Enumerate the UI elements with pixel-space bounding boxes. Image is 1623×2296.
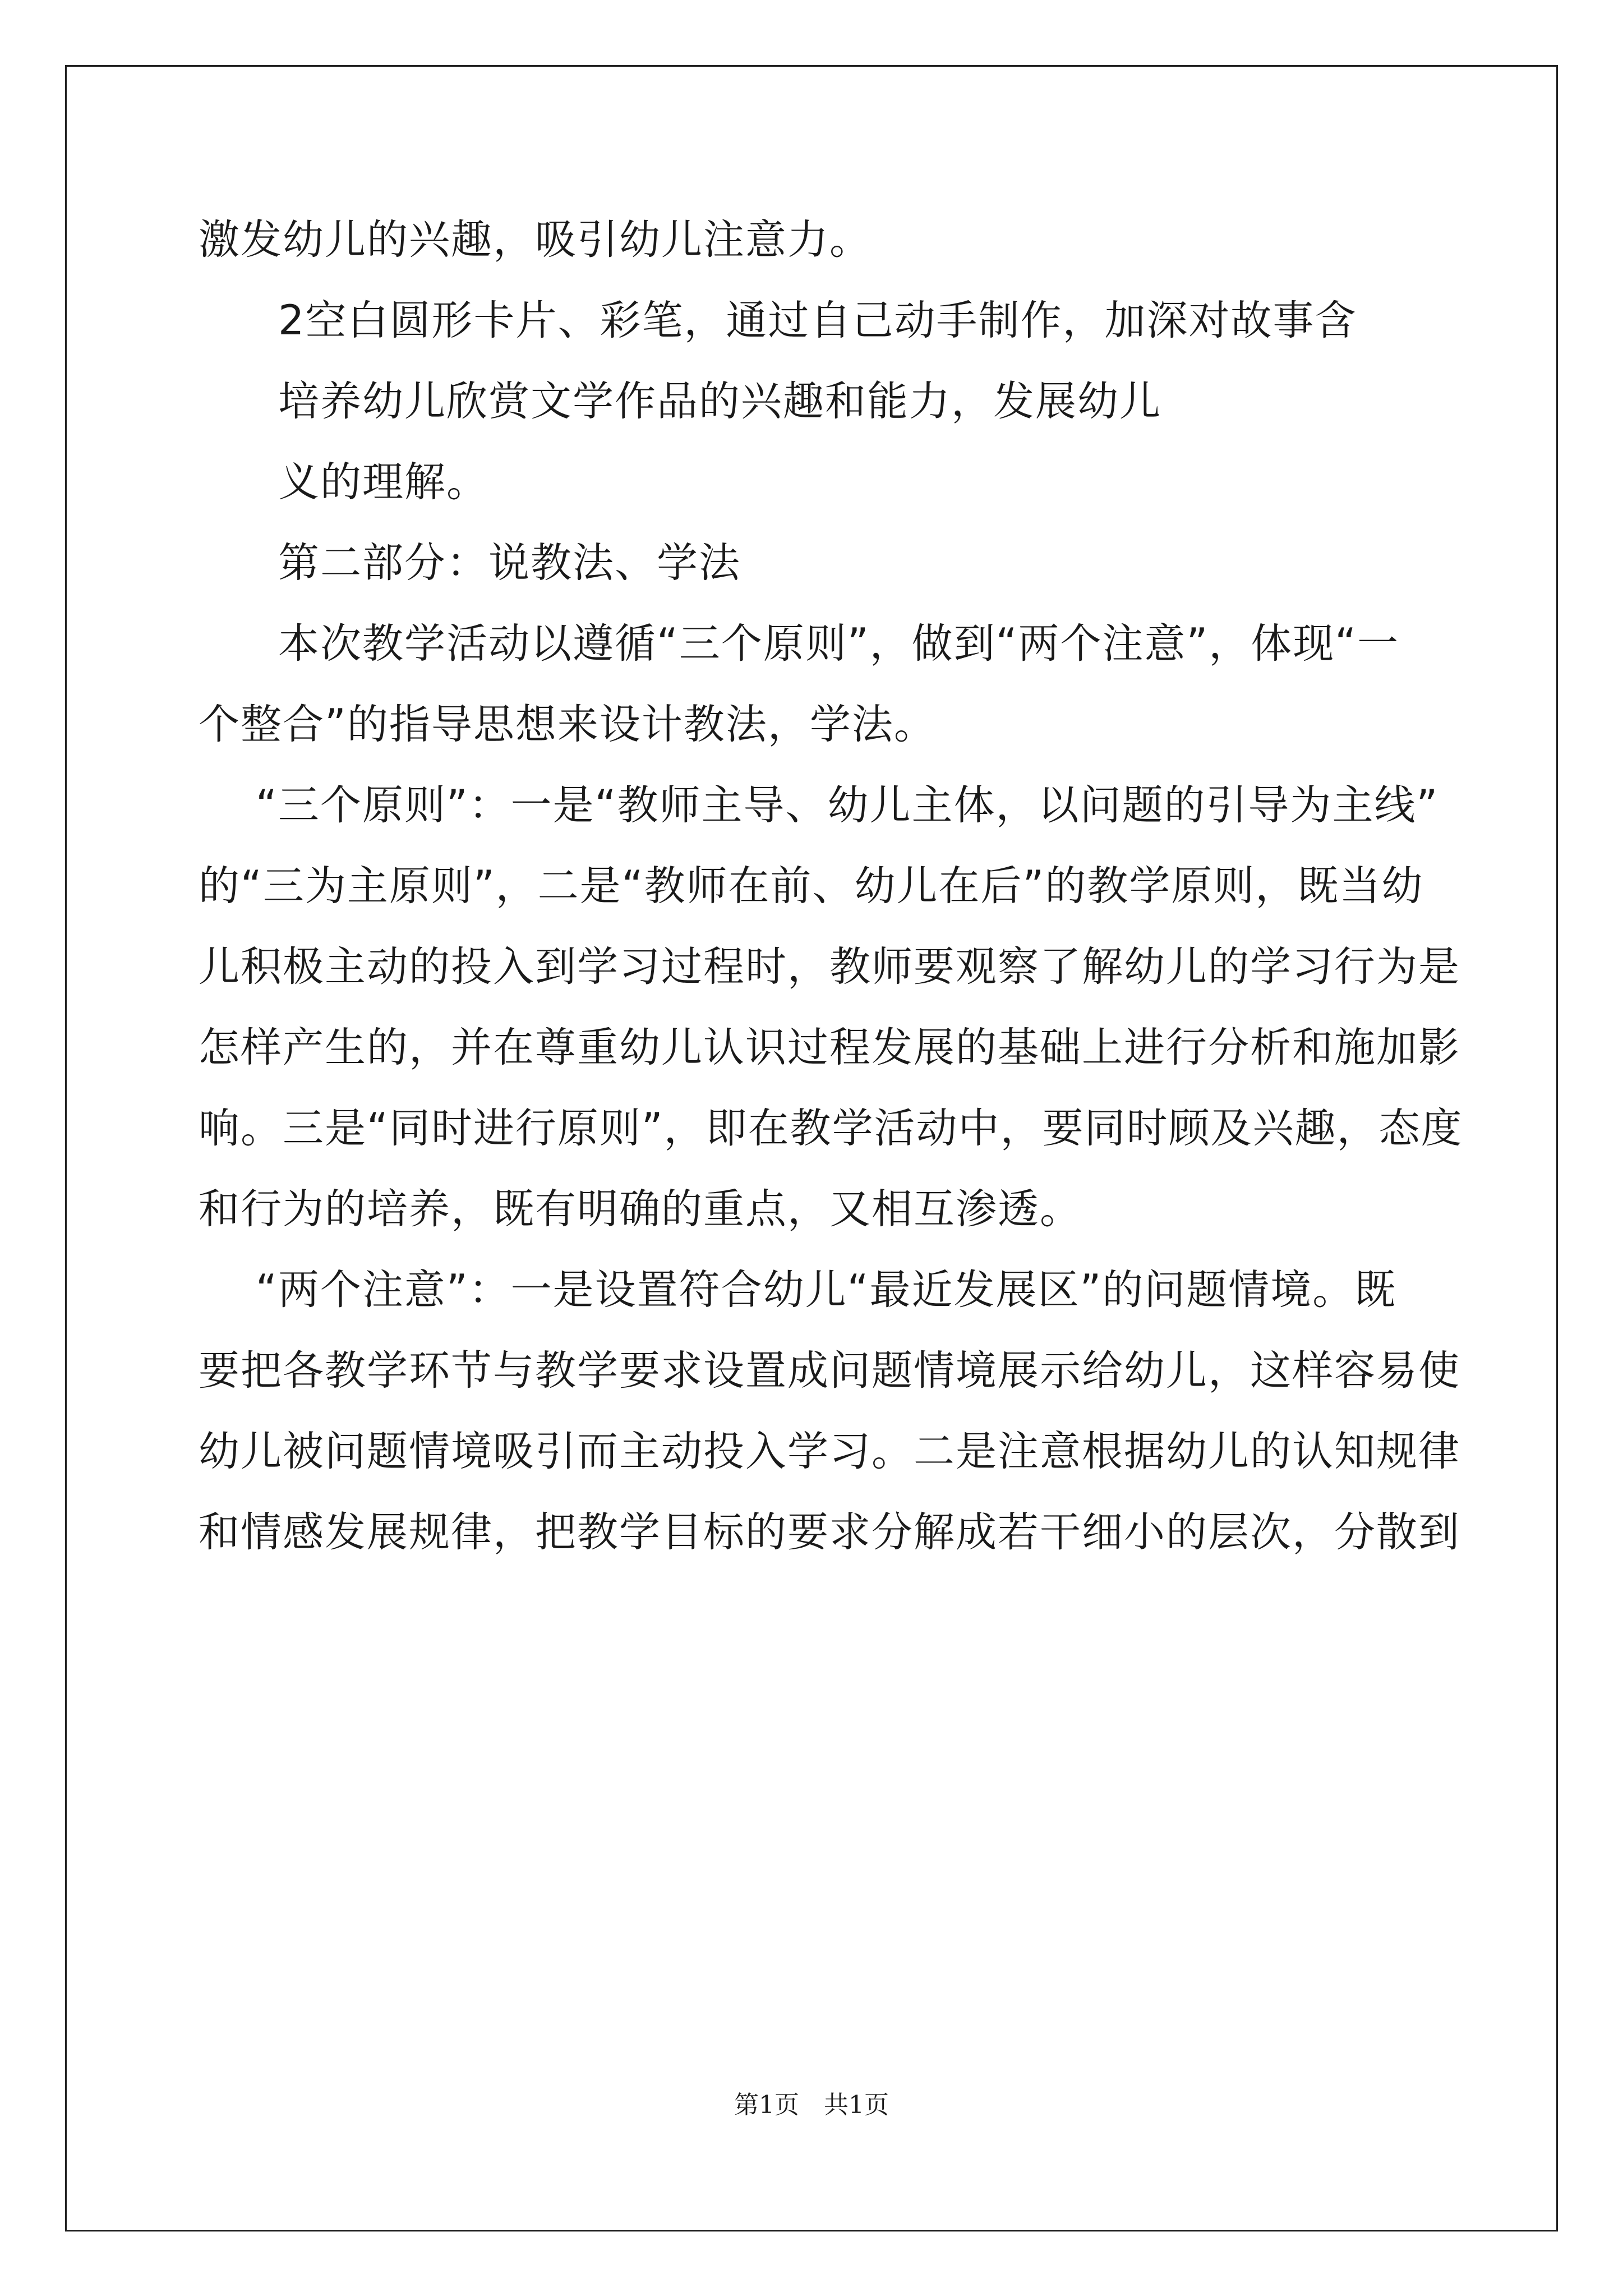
text-line: “两个注意”：一是设置符合幼儿“最近发展区”的问题情境。既 <box>256 1266 1397 1314</box>
text-line: 的“三为主原则”，二是“教师在前、幼儿在后”的教学原则，既当幼 <box>199 862 1424 910</box>
page-number: 第1页 共1页 <box>734 2091 889 2119</box>
text-line: 和情感发展规律，把教学目标的要求分解成若干细小的层次，分散到 <box>199 1508 1460 1556</box>
text-line: 义的理解。 <box>278 458 488 506</box>
text-line: 和行为的培养，既有明确的重点，又相互渗透。 <box>199 1185 1082 1233</box>
text-line: 2空白圆形卡片、彩笔，通过自己动手制作，加深对故事含 <box>278 297 1357 344</box>
text-line: 响。三是“同时进行原则”，即在教学活动中，要同时顾及兴趣，态度 <box>199 1105 1463 1152</box>
section-heading: 第二部分：说教法、学法 <box>278 539 741 587</box>
text-line: 要把各教学环节与教学要求设置成问题情境展示给幼儿，这样容易使 <box>199 1347 1460 1395</box>
text-line: 怎样产生的，并在尊重幼儿认识过程发展的基础上进行分析和施加影 <box>199 1024 1460 1071</box>
text-line: 激发幼儿的兴趣，吸引幼儿注意力。 <box>199 216 872 264</box>
text-line: 幼儿被问题情境吸引而主动投入学习。二是注意根据幼儿的认知规律 <box>199 1428 1460 1475</box>
text-line: 儿积极主动的投入到学习过程时，教师要观察了解幼儿的学习行为是 <box>199 943 1460 991</box>
text-line: 个整合”的指导思想来设计教法，学法。 <box>199 701 936 748</box>
text-line: “三个原则”：一是“教师主导、幼儿主体，以问题的引导为主线” <box>256 781 1439 829</box>
text-line: 培养幼儿欣赏文学作品的兴趣和能力，发展幼儿 <box>278 378 1161 425</box>
text-line: 本次教学活动以遵循“三个原则”，做到“两个注意”，体现“一 <box>278 620 1400 668</box>
